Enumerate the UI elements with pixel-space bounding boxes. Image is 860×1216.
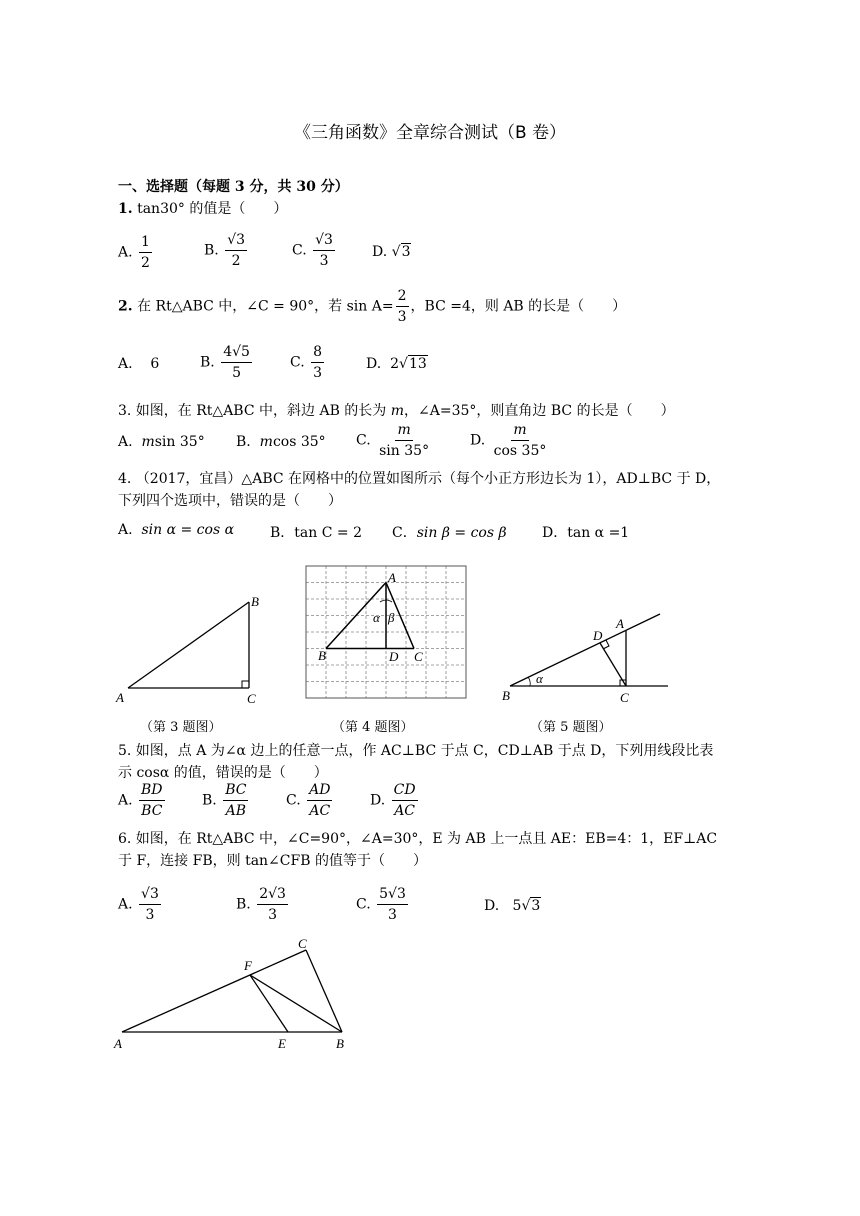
question-4-line-1: 4. （2017，宜昌）△ABC 在网格中的位置如图所示（每个小正方形边长为 1），AD⊥BC 于 D， — [118, 471, 721, 487]
q4-option-d: D．tan α =1 — [542, 525, 630, 541]
question-1 — [118, 198, 287, 218]
caption-fig-3: （第 3 题图） — [140, 720, 222, 735]
q2-option-b: B. $\frac{4√5}{5}$ — [200, 344, 250, 381]
q3-option-b: B. mcos 35° — [236, 434, 326, 450]
label-a: A — [114, 1036, 122, 1051]
page-title: 《三角函数》全章综合测试（B 卷） — [293, 123, 567, 143]
q6-option-a: A. $\frac{√3}{3}$ — [118, 886, 159, 923]
q1-option-b: B. $\frac{√3}{2}$ — [204, 232, 246, 269]
q5-option-d: D. $\frac{CD}{AC}$ — [370, 782, 416, 819]
figure-6 — [112, 930, 362, 1056]
q6-option-b: B. $\frac{2√3}{3}$ — [236, 886, 286, 923]
label-b: B — [318, 648, 326, 663]
q2-option-c: C. $\frac{8}{3}$ — [290, 344, 323, 381]
question-2: 2. 在 Rt△ABC 中，∠C = 90°，若 sin A= $\frac{2}{3}$ ，BC =4，则 AB 的长是（ ） — [118, 288, 627, 325]
label-beta: β — [388, 610, 395, 625]
figure-3 — [114, 590, 274, 706]
section-heading: 一、选择题（每题 3 分，共 30 分） — [118, 179, 349, 195]
question-6-line-1: 6. 如图，在 Rt△ABC 中，∠C=90°，∠A=30°，E 为 AB 上一点且 AE：EB=4：1，EF⊥AC — [118, 831, 718, 847]
label-d: D — [593, 628, 603, 643]
question-5-line-1: 5. 如图，点 A 为∠α 边上的任意一点，作 AC⊥BC 于点 C，CD⊥AB 于点 D，下列用线段比表 — [118, 743, 714, 759]
label-alpha: α — [373, 610, 380, 625]
q3-option-c: C. $\frac{m}{\sin 35^\circ}$ — [356, 422, 430, 459]
label-c: C — [298, 936, 307, 951]
caption-fig-4: （第 4 题图） — [332, 720, 414, 735]
label-f: F — [244, 958, 252, 973]
question-4-line-2: 下列四个选项中，错误的是（ ） — [118, 493, 342, 509]
label-a: A — [116, 690, 124, 705]
figure-5 — [500, 606, 672, 706]
question-6-line-2: 于 F，连接 FB，则 tan∠CFB 的值等于（ ） — [118, 853, 427, 869]
q1-option-c: C. $\frac{√3}{3}$ — [292, 232, 333, 269]
label-c: C — [620, 690, 629, 705]
q2-option-a: A. 6 — [118, 356, 160, 372]
q4-option-a: A. sin α = cos α — [118, 522, 235, 538]
q6-option-d: D. 5√3 — [484, 898, 541, 914]
q2-option-d: D. 2√13 — [366, 356, 427, 372]
label-a: A — [388, 570, 396, 585]
label-c: C — [414, 649, 423, 664]
q5-option-b: B. $\frac{BC}{AB}$ — [202, 782, 247, 819]
label-c: C — [247, 691, 256, 706]
q1-option-a: A. $\frac{1}{2}$ — [118, 234, 150, 271]
label-b: B — [336, 1036, 344, 1051]
question-5-line-2: 示 cosα 的值，错误的是（ ） — [118, 765, 328, 781]
label-alpha: α — [536, 671, 543, 686]
label-b: B — [251, 594, 259, 609]
label-d: D — [389, 649, 399, 664]
q6-option-c: C. $\frac{5√3}{3}$ — [356, 886, 406, 923]
figure-4 — [302, 562, 472, 706]
q3-option-a: A. msin 35° — [118, 434, 205, 450]
q4-option-b: B．tan C = 2 — [270, 525, 362, 541]
caption-fig-5: （第 5 题图） — [530, 720, 612, 735]
label-b: B — [502, 688, 510, 703]
question-text: tan30° 的值是（ ） — [137, 201, 288, 217]
question-number: 1. — [118, 201, 133, 217]
q1-option-d: D. √3 — [372, 244, 411, 260]
question-3: 3. 如图，在 Rt△ABC 中，斜边 AB 的长为 m，∠A=35°，则直角边 BC 的长是（ ） — [118, 403, 675, 419]
q3-option-d: D. $\frac{m}{\cos 35^\circ}$ — [470, 422, 547, 459]
label-a: A — [616, 616, 624, 631]
label-e: E — [278, 1036, 286, 1051]
q5-option-c: C. $\frac{AD}{AC}$ — [286, 782, 331, 819]
q5-option-a: A. $\frac{BD}{BC}$ — [118, 782, 163, 819]
q4-option-c: C．sin β = cos β — [392, 525, 507, 541]
